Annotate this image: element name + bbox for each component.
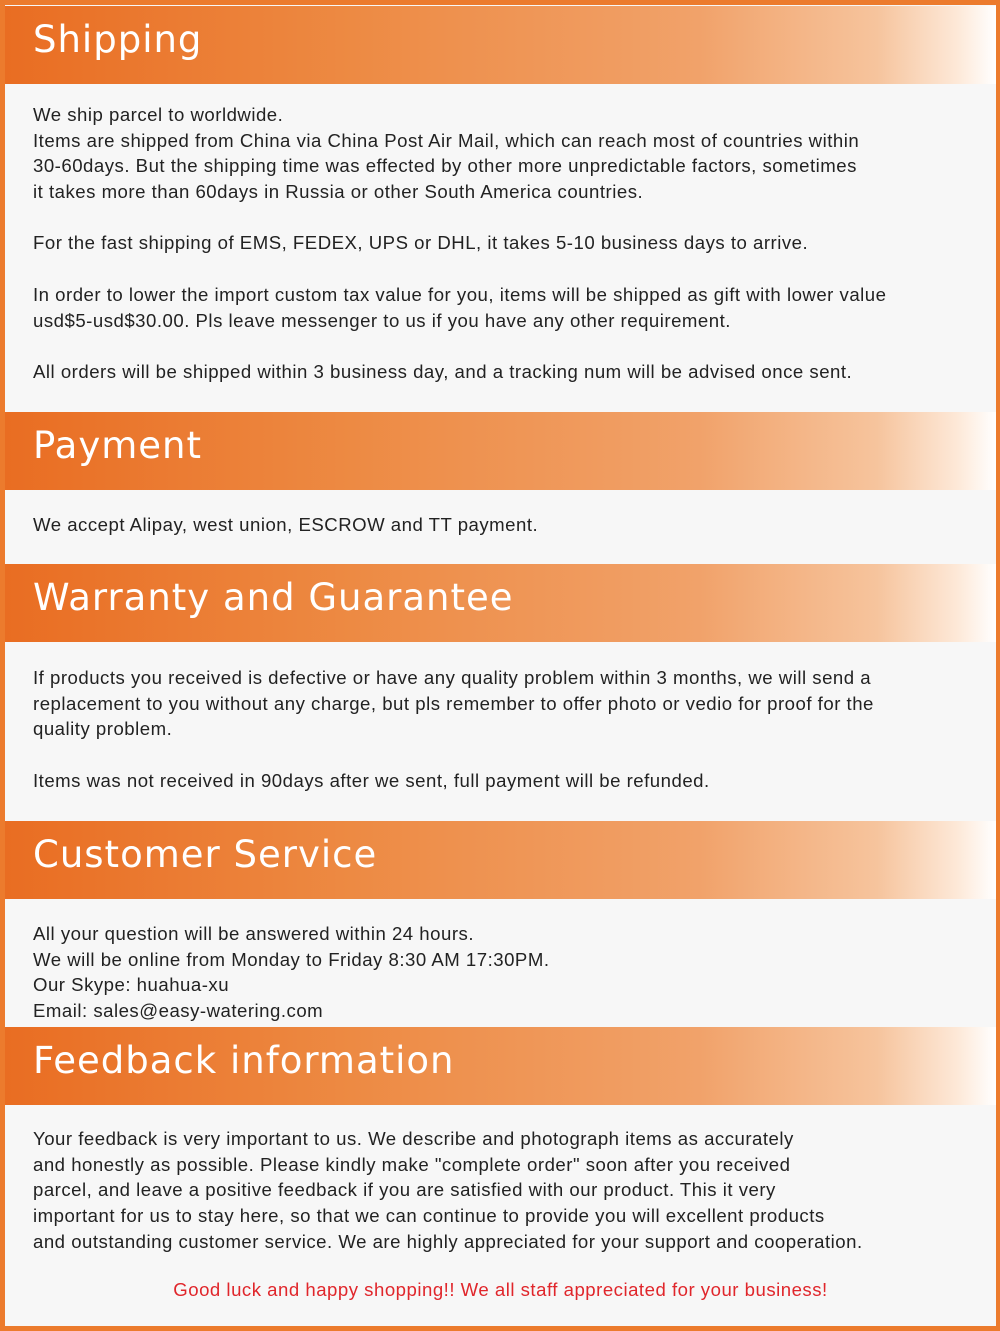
shipping-title: Shipping [33, 18, 203, 61]
warranty-line: replacement to you without any charge, but pls remember to offer photo or vedio for proof for the [33, 692, 874, 714]
feedback-line: and honestly as possible. Please kindly make "complete order" soon after you received [33, 1153, 791, 1175]
warranty-text [33, 665, 956, 793]
customer-service-email: Email: sales@easy-watering.com [33, 1000, 324, 1022]
shipping-line: it takes more than 60days in Russia or other South America countries. [33, 181, 644, 203]
warranty-title: Warranty and Guarantee [33, 576, 514, 619]
shipping-line: 30-60days. But the shipping time was effected by other more unpredictable factors, sometimes [33, 155, 857, 177]
feedback-line: important for us to stay here, so that we can continue to provide you will excellent products [33, 1205, 825, 1227]
closing-message: Good luck and happy shopping!! We all staff appreciated for your business! [173, 1279, 828, 1300]
customer-service-line: We will be online from Monday to Friday 8:30 AM 17:30PM. [33, 948, 550, 970]
customer-service-header [5, 821, 996, 899]
feedback-title: Feedback information [33, 1039, 455, 1082]
shipping-header [5, 6, 996, 84]
shipping-line: All orders will be shipped within 3 business day, and a tracking num will be advised once sent. [33, 360, 853, 382]
feedback-text [33, 1126, 956, 1254]
shipping-text [33, 102, 956, 385]
customer-service-line: Our Skype: huahua-xu [33, 974, 230, 996]
shipping-line: Items are shipped from China via China Post Air Mail, which can reach most of countries within [33, 129, 860, 151]
shipping-line: In order to lower the import custom tax value for you, items will be shipped as gift with lower value [33, 283, 887, 305]
shipping-line: We ship parcel to worldwide. [33, 104, 284, 125]
feedback-line: parcel, and leave a positive feedback if you are satisfied with our product. This it very [33, 1179, 776, 1201]
payment-header [5, 412, 996, 490]
payment-title: Payment [33, 424, 202, 467]
customer-service-line: All your question will be answered within 24 hours. [33, 923, 474, 944]
feedback-line: and outstanding customer service. We are highly appreciated for your support and cooperation. [33, 1230, 863, 1252]
warranty-line: quality problem. [33, 718, 173, 740]
shipping-line: usd$5-usd$30.00. Pls leave messenger to us if you have any other requirement. [33, 309, 731, 331]
payment-line: We accept Alipay, west union, ESCROW and TT payment. [33, 514, 539, 535]
warranty-header [5, 564, 996, 642]
customer-service-text [33, 921, 956, 1024]
warranty-line: Items was not received in 90days after we sent, full payment will be refunded. [33, 769, 710, 791]
feedback-header [5, 1027, 996, 1105]
shipping-line: For the fast shipping of EMS, FEDEX, UPS or DHL, it takes 5-10 business days to arrive. [33, 232, 809, 254]
feedback-line: Your feedback is very important to us. We describe and photograph items as accurately [33, 1128, 794, 1149]
payment-text [33, 512, 956, 538]
warranty-line: If products you received is defective or have any quality problem within 3 months, we will send a [33, 667, 872, 688]
customer-service-title: Customer Service [33, 833, 378, 876]
